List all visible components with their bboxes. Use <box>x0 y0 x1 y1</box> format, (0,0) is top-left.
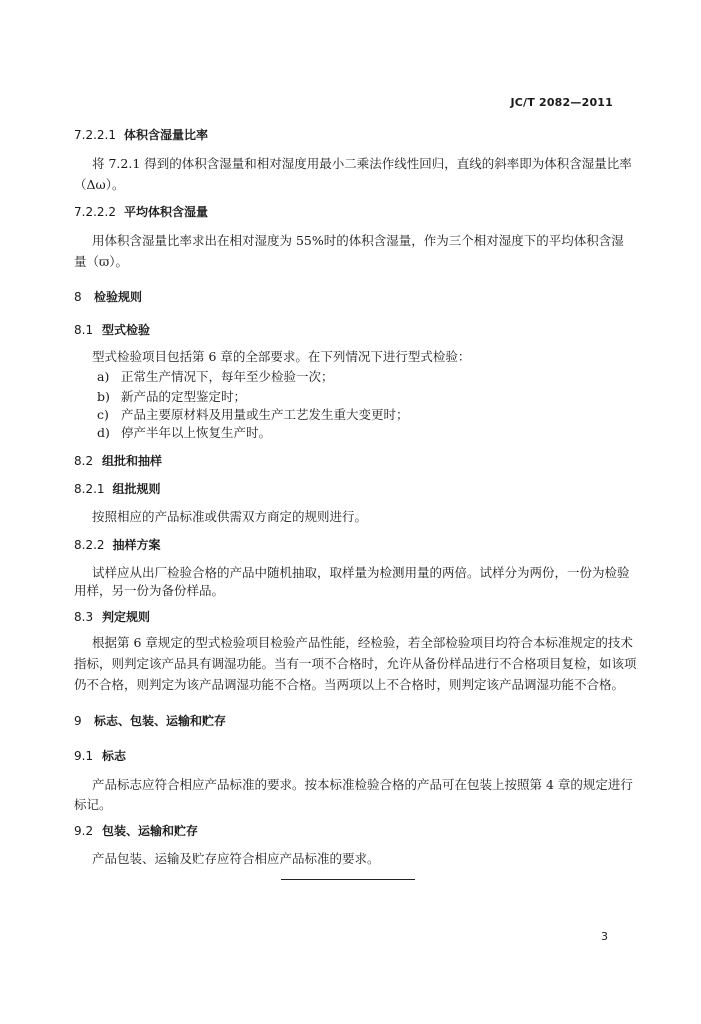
section-title: 判定规则 <box>102 610 151 624</box>
paragraph-line: 按照相应的产品标准或供需双方商定的规则进行。 <box>92 509 368 524</box>
section-title: 检验规则 <box>94 290 143 304</box>
list-text: 正常生产情况下，每年至少检验一次； <box>121 369 334 384</box>
list-text: 停产半年以上恢复生产时。 <box>121 425 272 440</box>
heading-8 <box>74 289 142 305</box>
document-code: JC/T 2082—2011 <box>510 96 613 109</box>
heading-7-2-2-1 <box>74 127 208 143</box>
paragraph-line: 用体积含湿量比率求出在相对湿度为 55%时的体积含湿量，作为三个相对湿度下的平均体积含湿 <box>92 233 624 248</box>
section-number: 8.2.1 <box>74 482 105 496</box>
page-number: 3 <box>601 930 608 943</box>
section-title: 组批规则 <box>112 482 161 496</box>
section-number: 8.3 <box>74 610 94 624</box>
paragraph-line: 量（ϖ）。 <box>74 254 128 269</box>
heading-9-1 <box>74 748 126 764</box>
paragraph-line: 型式检验项目包括第 6 章的全部要求。在下列情况下进行型式检验： <box>92 349 471 364</box>
list-marker: b) <box>97 389 110 404</box>
list-text: 产品主要原材料及用量或生产工艺发生重大变更时； <box>121 407 409 422</box>
list-marker: a) <box>97 369 110 384</box>
heading-8-1 <box>74 322 150 338</box>
section-title: 型式检验 <box>102 323 151 337</box>
section-number: 9.2 <box>74 824 94 838</box>
heading-9 <box>74 713 226 729</box>
paragraph-line: 用样，另一份为备份样品。 <box>74 583 225 598</box>
section-title: 抽样方案 <box>112 538 161 552</box>
section-title: 标志、包装、运输和贮存 <box>94 714 227 728</box>
list-item <box>97 407 409 423</box>
list-marker: d) <box>97 425 110 440</box>
section-title: 平均体积含湿量 <box>123 205 208 219</box>
paragraph-line: 将 7.2.1 得到的体积含湿量和相对湿度用最小二乘法作线性回归，直线的斜率即为体积含湿量比率 <box>92 156 632 171</box>
section-number: 8 <box>74 290 82 304</box>
heading-8-2-1 <box>74 481 161 497</box>
section-number: 9 <box>74 714 82 728</box>
heading-8-2-2 <box>74 537 161 553</box>
list-text: 新产品的定型鉴定时； <box>121 389 247 404</box>
paragraph-line: 试样应从出厂检验合格的产品中随机抽取，取样量为检测用量的两倍。试样分为两份，一份为检验 <box>92 565 630 580</box>
list-marker: c) <box>97 407 109 422</box>
list-item <box>97 369 334 385</box>
paragraph-line: （Δω）。 <box>74 177 125 192</box>
paragraph-line: 产品包装、运输及贮存应符合相应产品标准的要求。 <box>92 851 380 866</box>
section-title: 体积含湿量比率 <box>123 128 208 142</box>
heading-8-3 <box>74 609 150 625</box>
end-rule <box>281 879 415 880</box>
section-title: 组批和抽样 <box>102 454 163 468</box>
heading-9-2 <box>74 823 198 839</box>
heading-8-2 <box>74 453 162 469</box>
list-item <box>97 425 271 441</box>
section-number: 7.2.2.1 <box>74 128 116 142</box>
paragraph-line: 标记。 <box>74 797 112 812</box>
paragraph-line: 仍不合格，则判定为该产品调湿功能不合格。当两项以上不合格时，则判定该产品调湿功能不合格。 <box>74 677 625 692</box>
paragraph-line: 指标，则判定该产品具有调湿功能。当有一项不合格时，允许从备份样品进行不合格项目复检，如该项 <box>74 656 637 671</box>
list-item <box>97 389 246 405</box>
section-number: 9.1 <box>74 749 94 763</box>
heading-7-2-2-2 <box>74 204 208 220</box>
section-number: 8.1 <box>74 323 94 337</box>
section-number: 7.2.2.2 <box>74 205 116 219</box>
section-title: 标志 <box>102 749 127 763</box>
section-number: 8.2.2 <box>74 538 105 552</box>
section-title: 包装、运输和贮存 <box>102 824 199 838</box>
paragraph-line: 根据第 6 章规定的型式检验项目检验产品性能，经检验，若全部检验项目均符合本标准规定的技术 <box>92 635 633 650</box>
section-number: 8.2 <box>74 454 94 468</box>
paragraph-line: 产品标志应符合相应产品标准的要求。按本标准检验合格的产品可在包装上按照第 4 章的规定进行 <box>92 777 633 792</box>
